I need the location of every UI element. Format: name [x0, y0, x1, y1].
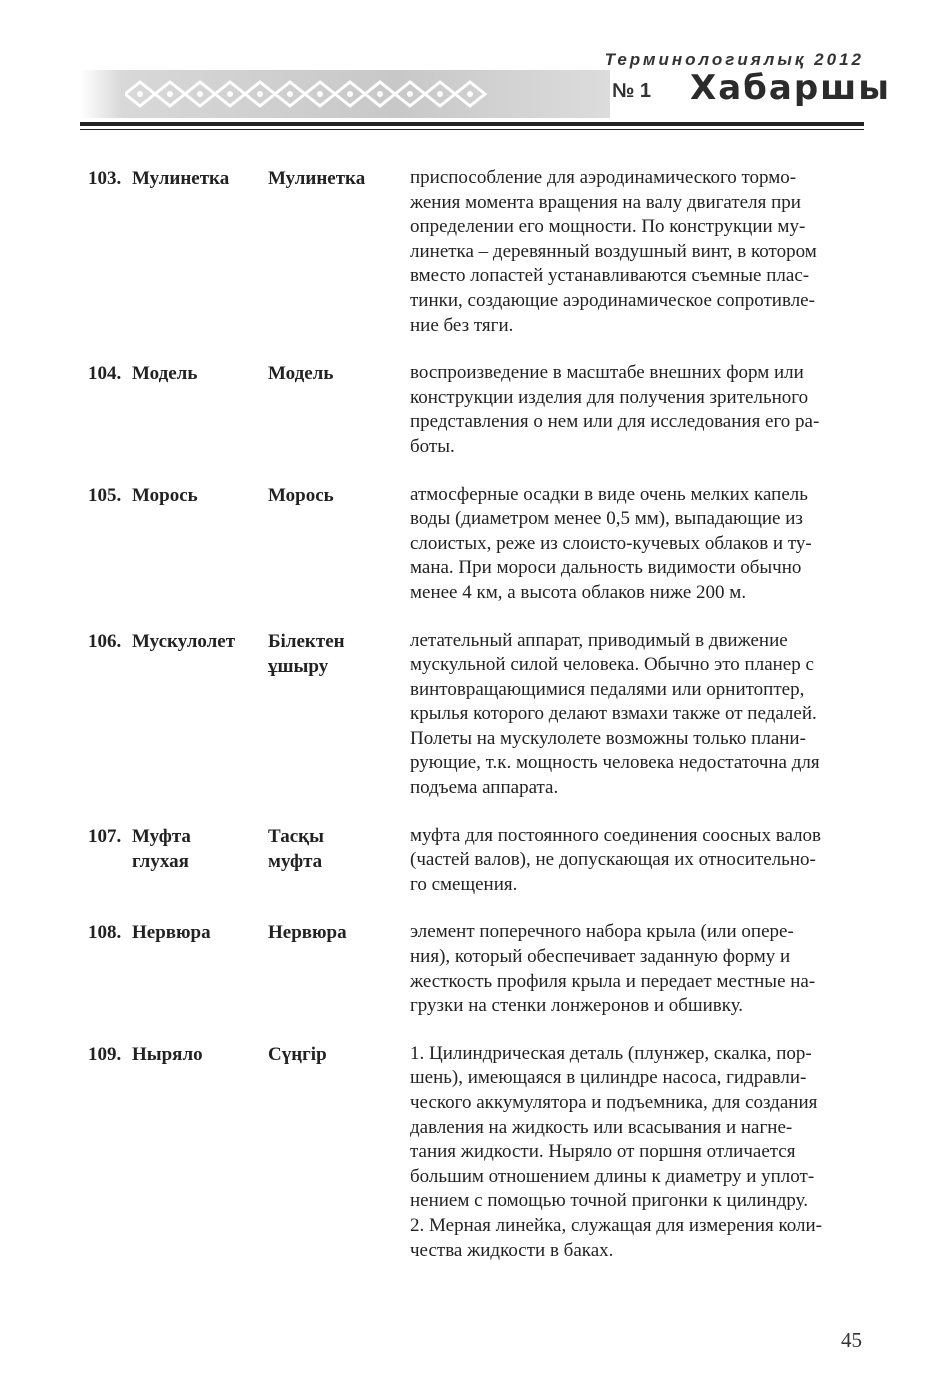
definition-line: ния), который обеспечивает заданную форму и — [410, 946, 791, 968]
entry-term — [88, 166, 263, 191]
definition-line: боты. — [410, 435, 455, 457]
kazakh-term-line: Нервюра — [268, 922, 347, 944]
journal-title: Хабаршы — [690, 68, 892, 108]
definition-line: винтовращающимися педалями или орнитоптер, — [410, 678, 805, 700]
entry-term — [88, 920, 263, 945]
definition-line: тинки, создающие аэродинамическое сопротивле- — [410, 289, 815, 311]
kazakh-term-line: Тасқы — [268, 825, 324, 847]
kazakh-term-line: муфта — [268, 850, 323, 872]
definition-line: чества жидкости в баках. — [410, 1239, 614, 1261]
entry-kazakh-term — [268, 166, 403, 191]
kazakh-term-line: Сүңгір — [268, 1043, 327, 1065]
definition-line: мускульной силой человека. Обычно это планер с — [410, 654, 814, 676]
definition-line: муфта для постоянного соединения соосных валов — [410, 824, 822, 846]
definition-line: элемент поперечного набора крыла (или опере- — [410, 921, 794, 943]
definition-line: вместо лопастей устанавливаются съемные плас- — [410, 265, 810, 287]
issue-number: № 1 — [612, 80, 651, 102]
definition-line: го смещения. — [410, 873, 518, 895]
term-line: Ныряло — [132, 1043, 203, 1065]
term-line: Модель — [132, 363, 198, 385]
entry-number: 108. — [88, 922, 122, 944]
entry-term — [88, 483, 263, 508]
definition-line: ние без тяги. — [410, 314, 514, 336]
definition-line: ческого аккумулятора и подъемника, для создания — [410, 1092, 818, 1113]
entry-definition — [410, 361, 858, 459]
definition-line: подъема аппарата. — [410, 777, 559, 799]
definition-line: тания жидкости. Ныряло от поршня отличается — [410, 1141, 796, 1163]
term-line: глухая — [132, 850, 189, 872]
glossary-entry — [88, 629, 860, 801]
definition-line: линетка – деревянный воздушный винт, в котором — [410, 240, 817, 262]
term-line: Муфта — [132, 825, 191, 847]
entry-definition — [410, 166, 858, 338]
kazakh-term-line: Мулинетка — [268, 168, 366, 189]
entry-kazakh-term — [268, 824, 403, 874]
page-header — [0, 0, 948, 140]
definition-line: жесткость профиля крыла и передает местные на- — [410, 970, 816, 992]
header-rule-thick — [80, 122, 864, 126]
definition-line: определении его мощности. По конструкции му- — [410, 216, 806, 238]
term-line: Нервюра — [132, 922, 211, 944]
definition-line: представления о нем или для исследования его ра- — [410, 411, 820, 433]
definition-line: крылья которого делают взмахи также от педалей. — [410, 703, 817, 725]
definition-line: менее 4 км, а высота облаков ниже 200 м. — [410, 581, 747, 603]
definition-line: воды (диаметром менее 0,5 мм), выпадающие из — [410, 508, 803, 530]
entry-term — [88, 629, 263, 654]
entry-number: 104. — [88, 363, 122, 385]
kazakh-term-line: ұшыру — [268, 655, 329, 677]
kazakh-term-line: Морось — [268, 484, 334, 506]
entry-number: 103. — [88, 168, 122, 189]
entry-number: 109. — [88, 1043, 122, 1065]
definition-line: рующие, т.к. мощность человека недостаточна для — [410, 752, 820, 774]
journal-name-line: Терминологиялық 2012 — [604, 50, 864, 69]
entry-kazakh-term — [268, 920, 403, 945]
term-line: Мулинетка — [132, 168, 230, 189]
definition-line: жения момента вращения на валу двигателя при — [410, 191, 801, 213]
definition-line: шень), имеющаяся в цилиндре насоса, гидравли- — [410, 1067, 807, 1089]
entry-definition — [410, 920, 858, 1018]
entry-term — [88, 361, 263, 386]
definition-line: 1. Цилиндрическая деталь (плунжер, скалка, пор- — [410, 1042, 812, 1064]
glossary-entry — [88, 166, 860, 338]
definition-line: приспособление для аэродинамического тормо- — [410, 167, 797, 188]
glossary-entry — [88, 361, 860, 459]
definition-line: воспроизведение в масштабе внешних форм или — [410, 362, 804, 384]
entry-number: 106. — [88, 630, 122, 652]
glossary-entry — [88, 920, 860, 1018]
entry-kazakh-term — [268, 483, 403, 508]
entry-term — [88, 1042, 263, 1067]
definition-line: нением с помощью точной пригонки к цилиндру. — [410, 1190, 808, 1212]
definition-line: Полеты на мускулолете возможны только плани- — [410, 727, 806, 749]
definition-line: конструкции изделия для получения зрительного — [410, 386, 809, 408]
header-rule-thin — [80, 129, 864, 130]
definition-line: мана. При мороси дальность видимости обычно — [410, 557, 802, 579]
glossary-entry — [88, 483, 860, 606]
entry-term — [88, 824, 263, 874]
definition-line: большим отношением длины к диаметру и уплот- — [410, 1165, 815, 1187]
definition-line: атмосферные осадки в виде очень мелких капель — [410, 483, 808, 505]
entry-definition — [410, 629, 858, 801]
entry-definition — [410, 1042, 858, 1263]
entry-definition — [410, 824, 858, 898]
glossary-entry — [88, 1042, 860, 1263]
ornament-pattern — [125, 72, 495, 116]
kazakh-term-line: Модель — [268, 363, 334, 385]
entry-number: 107. — [88, 825, 122, 847]
entry-number: 105. — [88, 484, 122, 506]
kazakh-term-line: Білектен — [268, 630, 345, 652]
entry-kazakh-term — [268, 629, 403, 679]
definition-line: давления на жидкость или всасывания и нагне- — [410, 1116, 793, 1138]
definition-line: грузки на стенки лонжеронов и обшивку. — [410, 995, 744, 1017]
definition-line: (частей валов), не допускающая их относительно- — [410, 849, 816, 871]
entry-definition — [410, 483, 858, 606]
glossary-entry — [88, 824, 860, 898]
entry-kazakh-term — [268, 1042, 403, 1067]
entry-kazakh-term — [268, 361, 403, 386]
definition-line: слоистых, реже из слоисто-кучевых облаков и ту- — [410, 532, 812, 554]
term-line: Морось — [132, 484, 198, 506]
definition-line: 2. Мерная линейка, служащая для измерения коли- — [410, 1214, 822, 1236]
definition-line: летательный аппарат, приводимый в движение — [410, 629, 788, 651]
term-line: Мускулолет — [132, 630, 236, 652]
glossary-entries — [88, 166, 860, 1286]
page-number: 45 — [841, 1328, 862, 1352]
